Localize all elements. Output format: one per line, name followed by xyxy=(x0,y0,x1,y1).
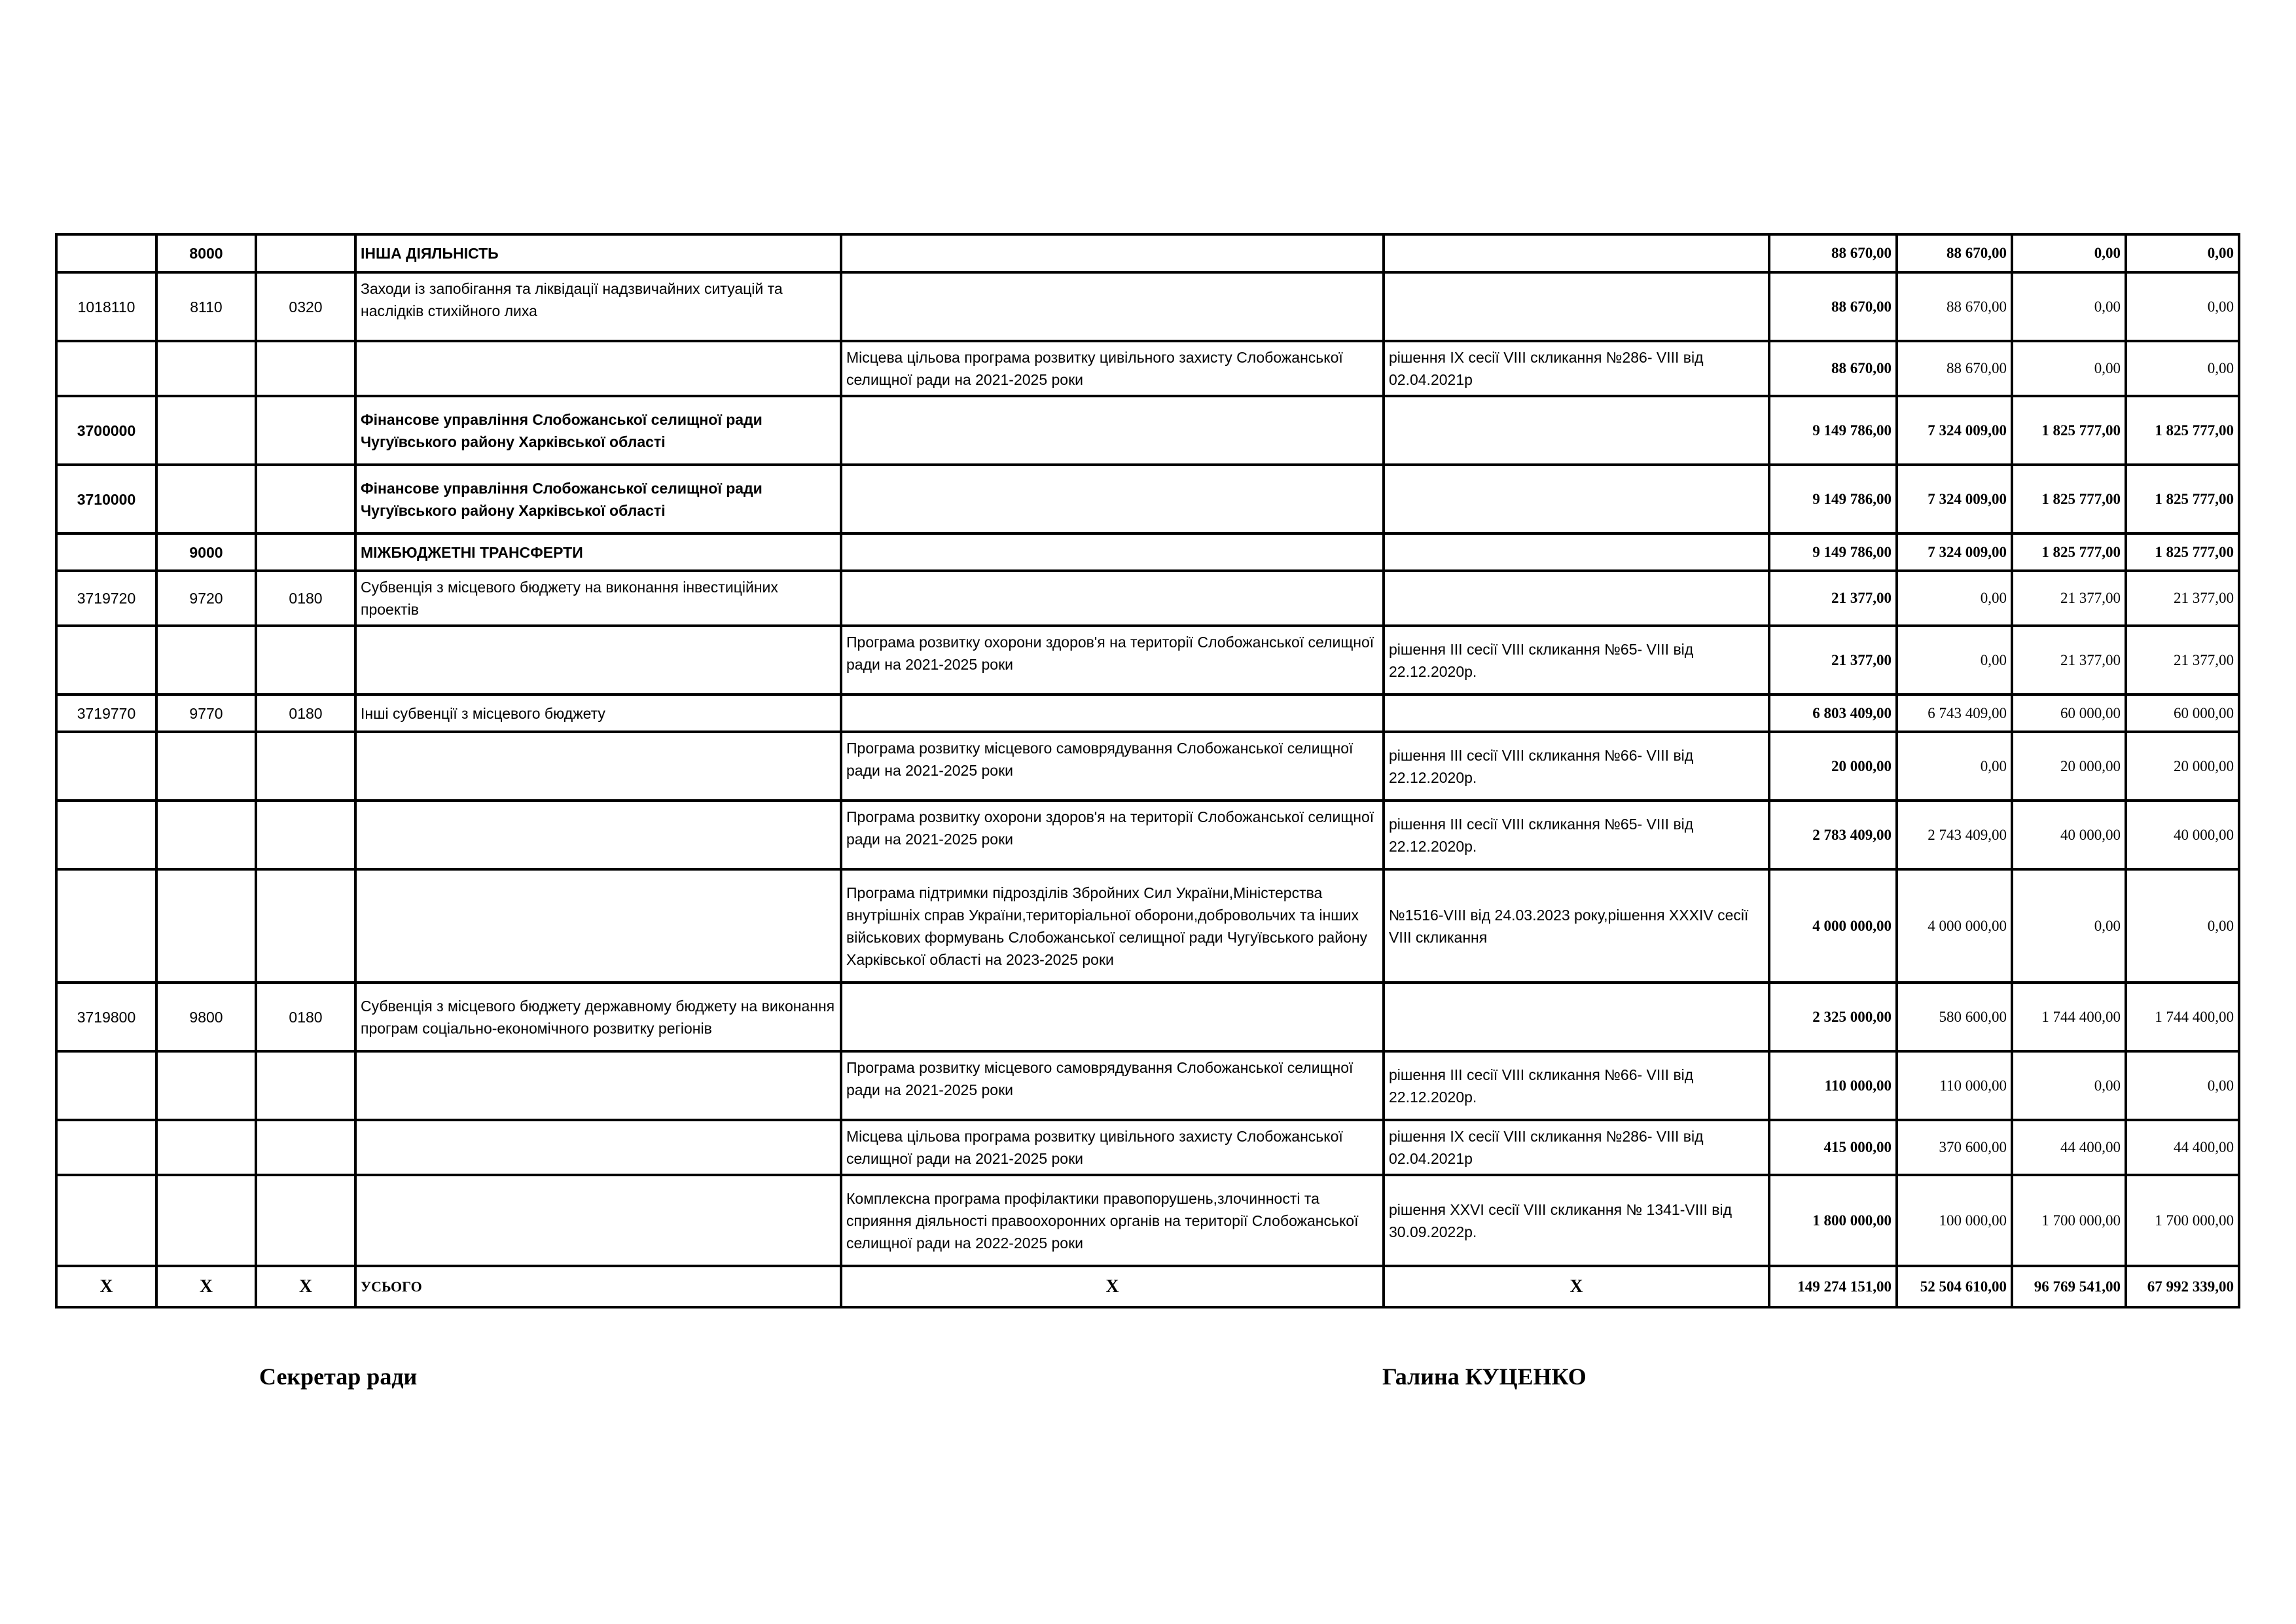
cell-total: 110 000,00 xyxy=(1769,1051,1897,1120)
cell-kfk xyxy=(156,801,256,869)
cell-name: Фінансове управління Слобожанської селищної ради Чугуївського району Харківської області xyxy=(355,396,841,465)
cell-kfkv xyxy=(256,396,355,465)
cell-kfk xyxy=(156,626,256,695)
cell-total: 88 670,00 xyxy=(1769,234,1897,272)
table-row xyxy=(56,234,2239,272)
cell-development-budget: 21 377,00 xyxy=(2126,571,2239,626)
table-row xyxy=(56,1120,2239,1175)
table-row xyxy=(56,732,2239,801)
cell-kpk xyxy=(56,341,156,396)
cell-program xyxy=(841,396,1384,465)
cell-name: Інші субвенції з місцевого бюджету xyxy=(355,695,841,732)
cell-kfkv xyxy=(256,465,355,533)
cell-special-fund: 0,00 xyxy=(2012,1051,2126,1120)
cell-decision xyxy=(1384,465,1769,533)
table-row xyxy=(56,1051,2239,1120)
cell-special-fund: 1 825 777,00 xyxy=(2012,465,2126,533)
cell-special-fund: 21 377,00 xyxy=(2012,626,2126,695)
cell-kfk xyxy=(156,1051,256,1120)
cell-total: 4 000 000,00 xyxy=(1769,869,1897,983)
cell-decision xyxy=(1384,533,1769,571)
cell-general-fund: 88 670,00 xyxy=(1897,272,2012,341)
cell-decision xyxy=(1384,571,1769,626)
cell-kpk: 3719770 xyxy=(56,695,156,732)
cell-kfk xyxy=(156,1175,256,1266)
cell-name: Фінансове управління Слобожанської селищної ради Чугуївського району Харківської області xyxy=(355,465,841,533)
cell-general-fund: 0,00 xyxy=(1897,732,2012,801)
cell-kfk xyxy=(156,465,256,533)
cell-kfkv xyxy=(256,732,355,801)
total-sum: 149 274 151,00 xyxy=(1769,1266,1897,1307)
cell-name xyxy=(355,1175,841,1266)
cell-total: 21 377,00 xyxy=(1769,571,1897,626)
cell-total: 88 670,00 xyxy=(1769,341,1897,396)
total-label: УСЬОГО xyxy=(355,1266,841,1307)
cell-development-budget: 60 000,00 xyxy=(2126,695,2239,732)
cell-program xyxy=(841,571,1384,626)
cell-name: ІНША ДІЯЛЬНІСТЬ xyxy=(355,234,841,272)
cell-program xyxy=(841,695,1384,732)
cell-program xyxy=(841,983,1384,1051)
cell-decision: №1516-VIII від 24.03.2023 року,рішення XXXIV сесії VIII скликання xyxy=(1384,869,1769,983)
cell-development-budget: 0,00 xyxy=(2126,1051,2239,1120)
cell-kpk xyxy=(56,1175,156,1266)
cell-kpk xyxy=(56,869,156,983)
cell-decision: рішення IX сесії VIII скликання №286- VIII від 02.04.2021р xyxy=(1384,1120,1769,1175)
cell-program xyxy=(841,272,1384,341)
cell-name: МІЖБЮДЖЕТНІ ТРАНСФЕРТИ xyxy=(355,533,841,571)
cell-program: Місцева цільова програма розвитку цивільного захисту Слобожанської селищної ради на 2021-2025 роки xyxy=(841,1120,1384,1175)
cell-program xyxy=(841,465,1384,533)
cell-total: 1 800 000,00 xyxy=(1769,1175,1897,1266)
cell-total: 2 325 000,00 xyxy=(1769,983,1897,1051)
table-row xyxy=(56,272,2239,341)
cell-total: 415 000,00 xyxy=(1769,1120,1897,1175)
table-row xyxy=(56,341,2239,396)
cell-name xyxy=(355,732,841,801)
cell-special-fund: 1 825 777,00 xyxy=(2012,533,2126,571)
cell-general-fund: 0,00 xyxy=(1897,571,2012,626)
cell-special-fund: 1 825 777,00 xyxy=(2012,396,2126,465)
cell-special-fund: 44 400,00 xyxy=(2012,1120,2126,1175)
cell-general-fund: 88 670,00 xyxy=(1897,234,2012,272)
total-general-fund: 52 504 610,00 xyxy=(1897,1266,2012,1307)
cell-decision xyxy=(1384,396,1769,465)
cell-kfkv: 0180 xyxy=(256,571,355,626)
cell-program: Програма розвитку охорони здоров'я на території Слобожанської селищної ради на 2021-2025 роки xyxy=(841,801,1384,869)
cell-special-fund: 1 744 400,00 xyxy=(2012,983,2126,1051)
cell-decision xyxy=(1384,983,1769,1051)
cell-general-fund: 7 324 009,00 xyxy=(1897,396,2012,465)
cell-program xyxy=(841,234,1384,272)
cell-decision xyxy=(1384,234,1769,272)
cell-kfkv xyxy=(256,533,355,571)
cell-name xyxy=(355,1051,841,1120)
cell-general-fund: 370 600,00 xyxy=(1897,1120,2012,1175)
cell-kfk: 9770 xyxy=(156,695,256,732)
cell-name xyxy=(355,1120,841,1175)
cell-total-mark: Х xyxy=(841,1266,1384,1307)
cell-kfk xyxy=(156,341,256,396)
cell-special-fund: 1 700 000,00 xyxy=(2012,1175,2126,1266)
cell-kfkv xyxy=(256,626,355,695)
cell-kfkv: 0320 xyxy=(256,272,355,341)
signature-position: Секретар ради xyxy=(259,1363,418,1390)
cell-special-fund: 0,00 xyxy=(2012,272,2126,341)
cell-kpk xyxy=(56,1120,156,1175)
cell-development-budget: 1 825 777,00 xyxy=(2126,396,2239,465)
cell-total: 88 670,00 xyxy=(1769,272,1897,341)
cell-kpk: 1018110 xyxy=(56,272,156,341)
table-row xyxy=(56,396,2239,465)
cell-total-mark: Х xyxy=(156,1266,256,1307)
cell-total: 9 149 786,00 xyxy=(1769,396,1897,465)
cell-kpk xyxy=(56,626,156,695)
cell-program: Місцева цільова програма розвитку цивільного захисту Слобожанської селищної ради на 2021-2025 роки xyxy=(841,341,1384,396)
cell-total: 9 149 786,00 xyxy=(1769,533,1897,571)
budget-table xyxy=(55,233,2240,1308)
table-row xyxy=(56,983,2239,1051)
total-development-budget: 67 992 339,00 xyxy=(2126,1266,2239,1307)
cell-general-fund: 6 743 409,00 xyxy=(1897,695,2012,732)
cell-development-budget: 21 377,00 xyxy=(2126,626,2239,695)
cell-kfk: 8000 xyxy=(156,234,256,272)
cell-total-mark: Х xyxy=(56,1266,156,1307)
cell-kfk xyxy=(156,732,256,801)
cell-kfkv xyxy=(256,1175,355,1266)
total-row xyxy=(56,1266,2239,1307)
cell-kpk xyxy=(56,801,156,869)
cell-program xyxy=(841,533,1384,571)
cell-name: Заходи із запобігання та ліквідації надзвичайних ситуацій та наслідків стихійного лиха xyxy=(355,272,841,341)
cell-kpk: 3719800 xyxy=(56,983,156,1051)
total-special-fund: 96 769 541,00 xyxy=(2012,1266,2126,1307)
cell-kpk: 3710000 xyxy=(56,465,156,533)
cell-decision xyxy=(1384,272,1769,341)
table-row xyxy=(56,695,2239,732)
cell-general-fund: 2 743 409,00 xyxy=(1897,801,2012,869)
cell-total: 21 377,00 xyxy=(1769,626,1897,695)
cell-development-budget: 0,00 xyxy=(2126,272,2239,341)
cell-decision: рішення III сесії VIII скликання №65- VIII від 22.12.2020р. xyxy=(1384,626,1769,695)
cell-special-fund: 0,00 xyxy=(2012,234,2126,272)
cell-kfk: 9800 xyxy=(156,983,256,1051)
cell-kfk xyxy=(156,1120,256,1175)
cell-development-budget: 0,00 xyxy=(2126,234,2239,272)
cell-special-fund: 60 000,00 xyxy=(2012,695,2126,732)
cell-kfkv: 0180 xyxy=(256,695,355,732)
cell-total-mark: Х xyxy=(1384,1266,1769,1307)
cell-kfkv xyxy=(256,1051,355,1120)
cell-development-budget: 0,00 xyxy=(2126,869,2239,983)
cell-general-fund: 580 600,00 xyxy=(1897,983,2012,1051)
cell-general-fund: 4 000 000,00 xyxy=(1897,869,2012,983)
cell-kfkv xyxy=(256,869,355,983)
cell-kfk xyxy=(156,869,256,983)
cell-kpk xyxy=(56,234,156,272)
cell-development-budget: 1 744 400,00 xyxy=(2126,983,2239,1051)
cell-total: 6 803 409,00 xyxy=(1769,695,1897,732)
cell-kpk: 3719720 xyxy=(56,571,156,626)
cell-total: 9 149 786,00 xyxy=(1769,465,1897,533)
cell-program: Комплексна програма профілактики правопорушень,злочинності та сприяння діяльності правоохоронних органів на території Слобожанської селищної ради на 2022-2025 роки xyxy=(841,1175,1384,1266)
cell-kfk: 8110 xyxy=(156,272,256,341)
cell-special-fund: 21 377,00 xyxy=(2012,571,2126,626)
table-row xyxy=(56,1175,2239,1266)
cell-name xyxy=(355,341,841,396)
table-row xyxy=(56,465,2239,533)
cell-kfk: 9720 xyxy=(156,571,256,626)
cell-special-fund: 0,00 xyxy=(2012,869,2126,983)
cell-kfk: 9000 xyxy=(156,533,256,571)
cell-total: 2 783 409,00 xyxy=(1769,801,1897,869)
cell-general-fund: 7 324 009,00 xyxy=(1897,465,2012,533)
cell-general-fund: 100 000,00 xyxy=(1897,1175,2012,1266)
cell-kfkv xyxy=(256,1120,355,1175)
cell-kpk xyxy=(56,533,156,571)
cell-general-fund: 0,00 xyxy=(1897,626,2012,695)
cell-program: Програма розвитку місцевого самоврядування Слобожанської селищної ради на 2021-2025 роки xyxy=(841,732,1384,801)
cell-total-mark: Х xyxy=(256,1266,355,1307)
signature-name: Галина КУЦЕНКО xyxy=(1382,1363,1587,1390)
cell-kfkv xyxy=(256,341,355,396)
cell-kpk xyxy=(56,1051,156,1120)
cell-general-fund: 110 000,00 xyxy=(1897,1051,2012,1120)
cell-decision: рішення III сесії VIII скликання №66- VIII від 22.12.2020р. xyxy=(1384,732,1769,801)
table-row xyxy=(56,533,2239,571)
cell-development-budget: 0,00 xyxy=(2126,341,2239,396)
cell-name: Субвенція з місцевого бюджету на виконання інвестиційних проектів xyxy=(355,571,841,626)
table-row xyxy=(56,571,2239,626)
cell-decision xyxy=(1384,695,1769,732)
cell-kfkv xyxy=(256,234,355,272)
cell-decision: рішення III сесії VIII скликання №65- VIII від 22.12.2020р. xyxy=(1384,801,1769,869)
cell-development-budget: 20 000,00 xyxy=(2126,732,2239,801)
cell-kpk xyxy=(56,732,156,801)
cell-special-fund: 20 000,00 xyxy=(2012,732,2126,801)
cell-name xyxy=(355,801,841,869)
cell-decision: рішення III сесії VIII скликання №66- VIII від 22.12.2020р. xyxy=(1384,1051,1769,1120)
cell-general-fund: 88 670,00 xyxy=(1897,341,2012,396)
table-row xyxy=(56,626,2239,695)
cell-special-fund: 40 000,00 xyxy=(2012,801,2126,869)
cell-total: 20 000,00 xyxy=(1769,732,1897,801)
cell-kpk: 3700000 xyxy=(56,396,156,465)
cell-kfkv xyxy=(256,801,355,869)
table-row xyxy=(56,869,2239,983)
cell-program: Програма підтримки підрозділів Збройних Сил України,Міністерства внутрішніх справ України,територіальної оборони,добровольчих та інших військових формувань Слобожанської селищної ради Чугуївського району Харківської області на 2023-2025 роки xyxy=(841,869,1384,983)
table-row xyxy=(56,801,2239,869)
cell-development-budget: 44 400,00 xyxy=(2126,1120,2239,1175)
cell-kfk xyxy=(156,396,256,465)
cell-program: Програма розвитку місцевого самоврядування Слобожанської селищної ради на 2021-2025 роки xyxy=(841,1051,1384,1120)
cell-program: Програма розвитку охорони здоров'я на території Слобожанської селищної ради на 2021-2025 роки xyxy=(841,626,1384,695)
cell-decision: рішення IX сесії VIII скликання №286- VIII від 02.04.2021р xyxy=(1384,341,1769,396)
cell-general-fund: 7 324 009,00 xyxy=(1897,533,2012,571)
cell-kfkv: 0180 xyxy=(256,983,355,1051)
cell-development-budget: 40 000,00 xyxy=(2126,801,2239,869)
cell-development-budget: 1 825 777,00 xyxy=(2126,465,2239,533)
cell-decision: рішення XXVI сесії VIII скликання № 1341-VIII від 30.09.2022р. xyxy=(1384,1175,1769,1266)
cell-development-budget: 1 700 000,00 xyxy=(2126,1175,2239,1266)
cell-development-budget: 1 825 777,00 xyxy=(2126,533,2239,571)
cell-special-fund: 0,00 xyxy=(2012,341,2126,396)
cell-name xyxy=(355,626,841,695)
cell-name xyxy=(355,869,841,983)
cell-name: Субвенція з місцевого бюджету державному бюджету на виконання програм соціально-економічного розвитку регіонів xyxy=(355,983,841,1051)
